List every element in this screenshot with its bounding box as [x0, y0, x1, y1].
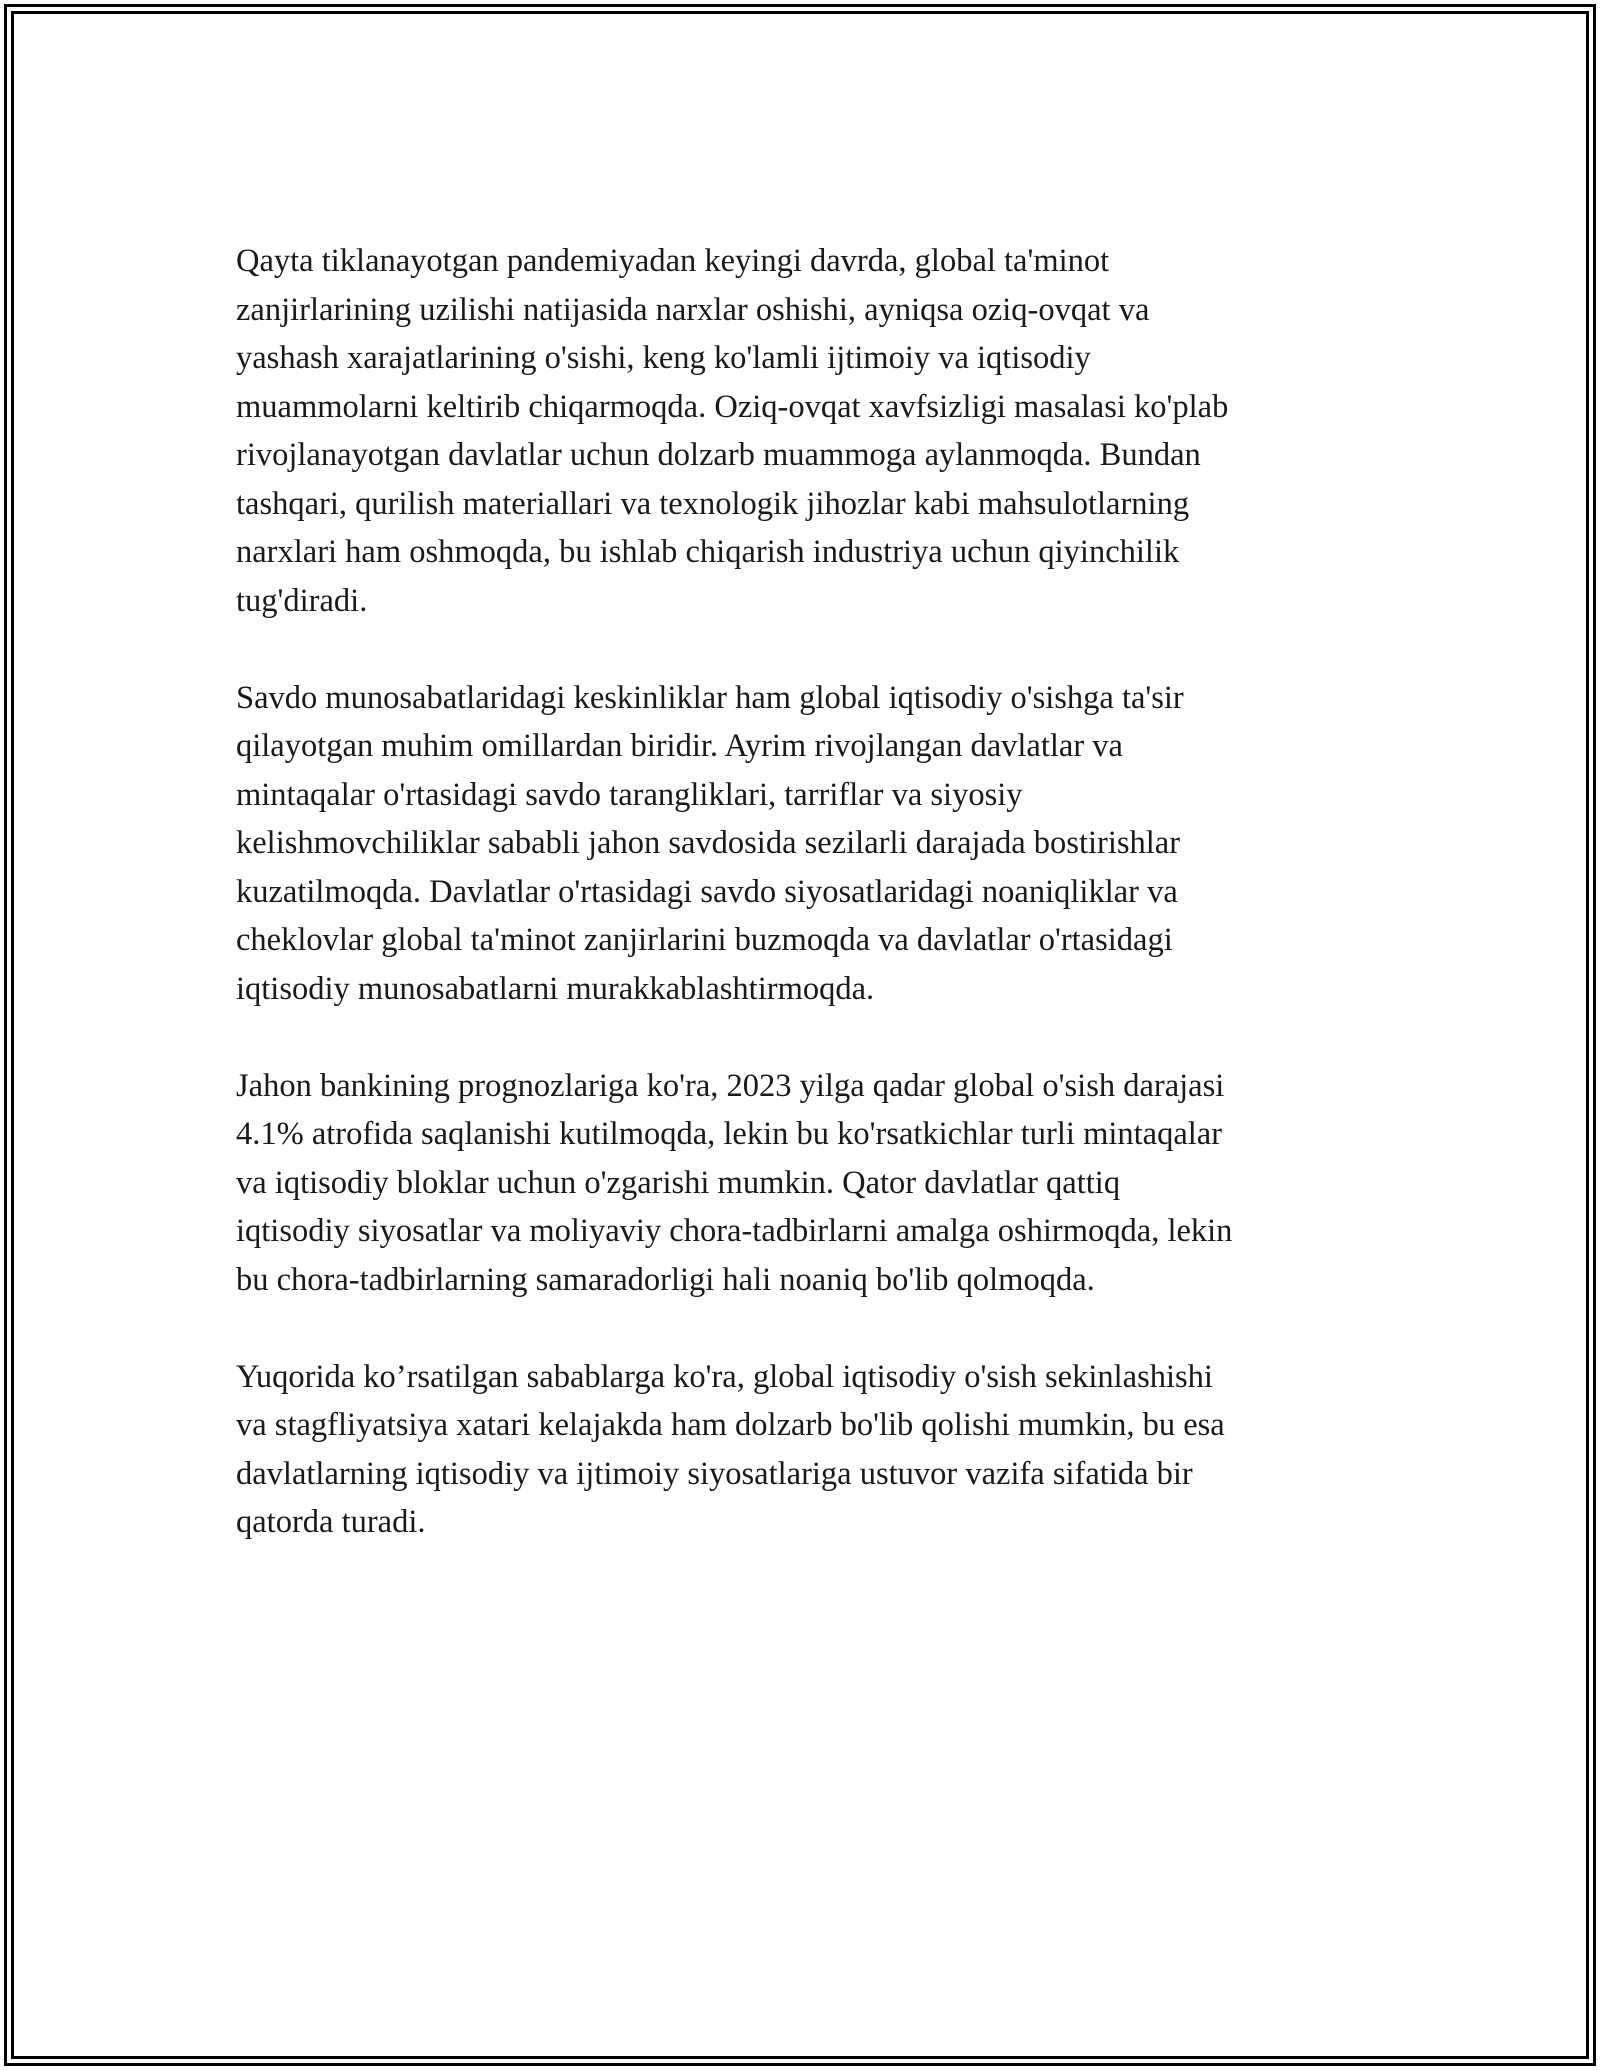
paragraph-conclusion: Yuqorida ko’rsatilgan sabablarga ko'ra, global iqtisodiy o'sish sekinlashishi va stagfliyatsiya xatari kelajakda ham dolzarb bo'lib qolishi mumkin, bu esa davlatlarning iqtisodiy va ijtimoiy siyosatlariga ustuvor vazifa sifatida bir qatorda turadi. — [236, 1358, 1225, 1540]
paragraph-supply-chain: Qayta tiklanayotgan pandemiyadan keyingi davrda, global ta'minot zanjirlarining uzilishi natijasida narxlar oshishi, ayniqsa oziq-ovqat va yashash xarajatlarining o'sishi, keng ko'lamli ijtimoiy va iqtisodiy muammolarni keltirib chiqarmoqda. Oziq-ovqat xavfsizligi masalasi ko'plab rivojlanayotgan davlatlar uchun dolzarb muammoga aylanmoqda. Bundan tashqari, qurilish materiallari va texnologik jihozlar kabi mahsulotlarning narxlari ham oshmoqda, bu ishlab chiqarish industriya uchun qiyinchilik tug'diradi. — [236, 243, 1229, 619]
paragraph-world-bank-forecast: Jahon bankining prognozlariga ko'ra, 2023 yilga qadar global o'sish darajasi 4.1% atrofida saqlanishi kutilmoqda, lekin bu ko'rsatkichlar turli mintaqalar va iqtisodiy bloklar uchun o'zgarishi mumkin. Qator davlatlar qattiq iqtisodiy siyosatlar va moliyaviy chora-tadbirlarni amalga oshirmoqda, lekin bu chora-tadbirlarning samaradorligi hali noaniq bo'lib qolmoqda. — [236, 1067, 1233, 1298]
paragraph-trade-tensions: Savdo munosabatlaridagi keskinliklar ham global iqtisodiy o'sishga ta'sir qilayotgan muhim omillardan biridir. Ayrim rivojlangan davlatlar va mintaqalar o'rtasidagi savdo tarangliklari, tarriflar va siyosiy kelishmovchiliklar sababli jahon savdosida sezilarli darajada bostirishlar kuzatilmoqda. Davlatlar o'rtasidagi savdo siyosatlaridagi noaniqliklar va cheklovlar global ta'minot zanjirlarini buzmoqda va davlatlar o'rtasidagi iqtisodiy munosabatlarni murakkablashtirmoqda. — [236, 679, 1184, 1007]
document-body — [236, 237, 1376, 1595]
